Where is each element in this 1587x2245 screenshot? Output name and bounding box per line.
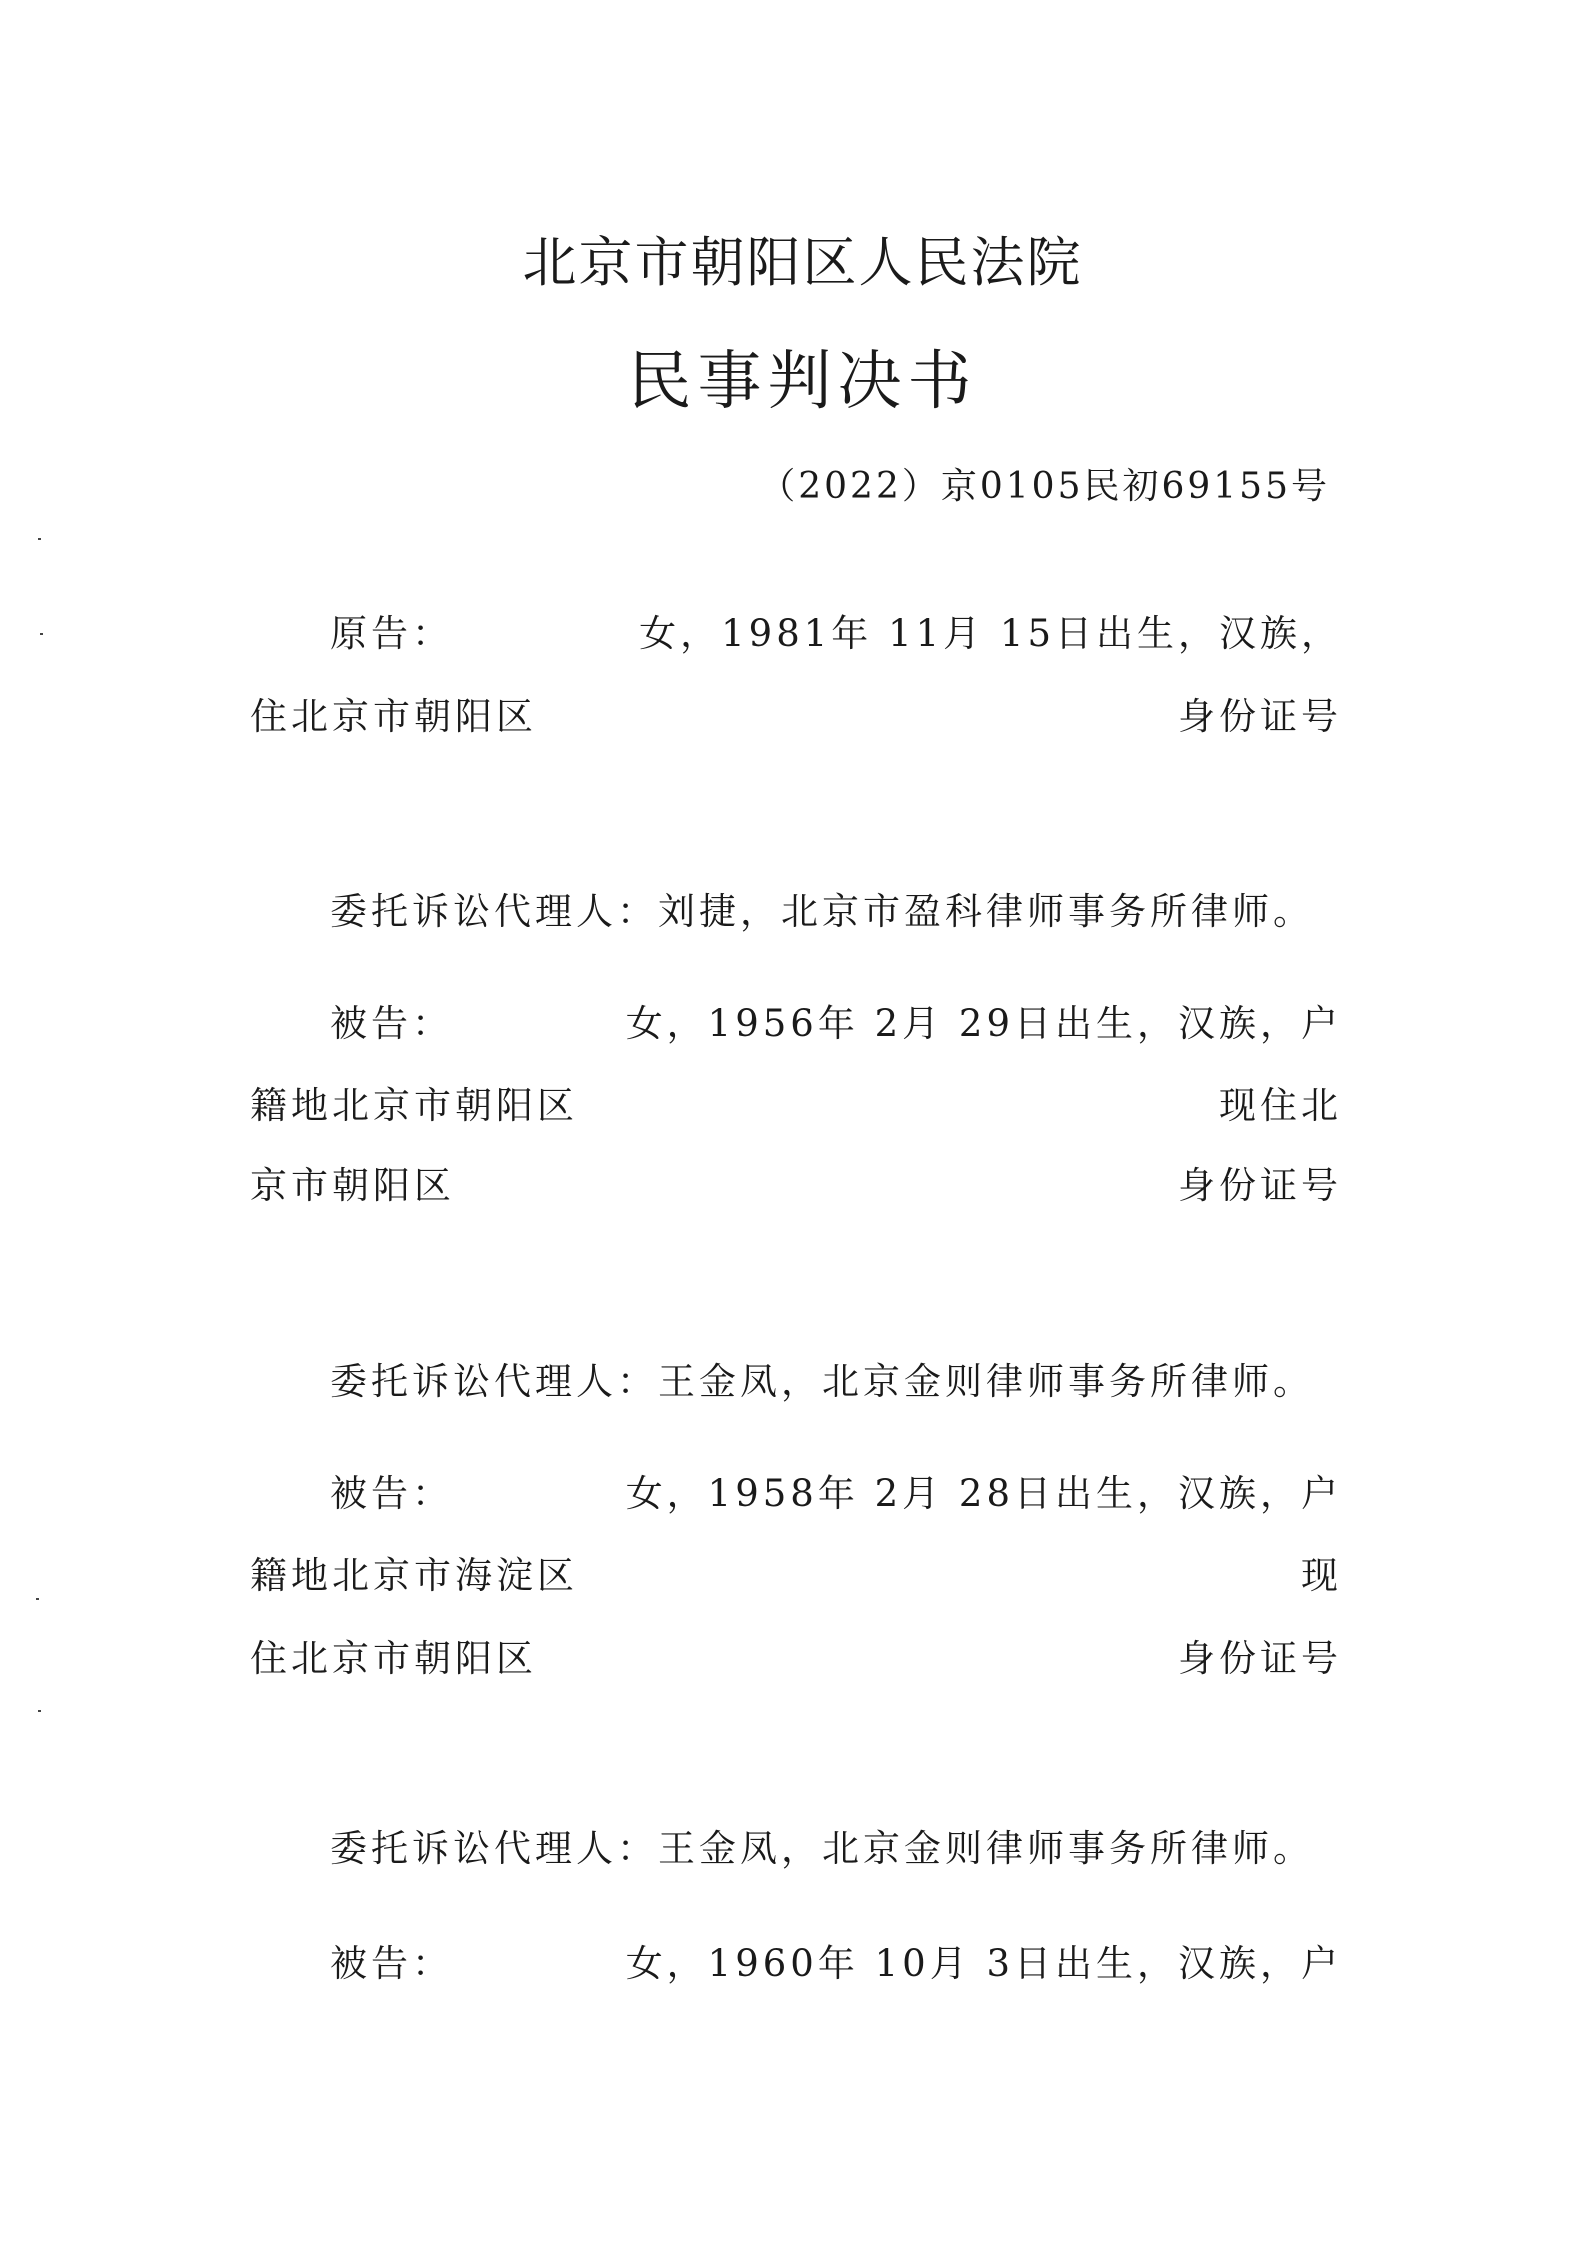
defendant1-registered-address: 籍地北京市朝阳区: [250, 1084, 578, 1127]
court-name: 北京市朝阳区人民法院: [522, 231, 1083, 294]
plaintiff-details: 女，1981年 11月 15日出生，汉族，: [639, 612, 1342, 655]
scan-mark: [36, 1598, 39, 1600]
defendant1-agent: 委托诉讼代理人：王金凤，北京金则律师事务所律师。: [330, 1360, 1314, 1403]
plaintiff-id-label: 身份证号: [1178, 695, 1342, 738]
defendant2-current-prefix: 现: [1301, 1554, 1342, 1597]
scan-mark: [38, 538, 41, 540]
defendant1-details: 女，1956年 2月 29日出生，汉族，户: [625, 1002, 1342, 1045]
defendant1-id-label: 身份证号: [1178, 1164, 1342, 1207]
defendant3-details: 女，1960年 10月 3日出生，汉族，户: [625, 1942, 1342, 1985]
defendant2-agent: 委托诉讼代理人：王金凤，北京金则律师事务所律师。: [330, 1827, 1314, 1870]
plaintiff-label: 原告：: [330, 612, 453, 655]
defendant2-id-label: 身份证号: [1178, 1637, 1342, 1680]
defendant1-label: 被告：: [330, 1002, 453, 1045]
case-number: （2022）京0105民初69155号: [759, 466, 1330, 507]
plaintiff-agent: 委托诉讼代理人：刘捷，北京市盈科律师事务所律师。: [330, 890, 1314, 933]
scan-mark: [38, 1710, 41, 1712]
defendant1-current-address: 京市朝阳区: [250, 1164, 455, 1207]
defendant2-details: 女，1958年 2月 28日出生，汉族，户: [625, 1472, 1342, 1515]
scan-mark: [40, 633, 43, 635]
defendant2-registered-address: 籍地北京市海淀区: [250, 1554, 578, 1597]
document-type-title: 民事判决书: [627, 345, 978, 419]
defendant3-label: 被告：: [330, 1942, 453, 1985]
defendant2-current-address: 住北京市朝阳区: [250, 1637, 537, 1680]
defendant1-current-prefix: 现住北: [1219, 1084, 1342, 1127]
defendant2-label: 被告：: [330, 1472, 453, 1515]
plaintiff-address: 住北京市朝阳区: [250, 695, 537, 738]
